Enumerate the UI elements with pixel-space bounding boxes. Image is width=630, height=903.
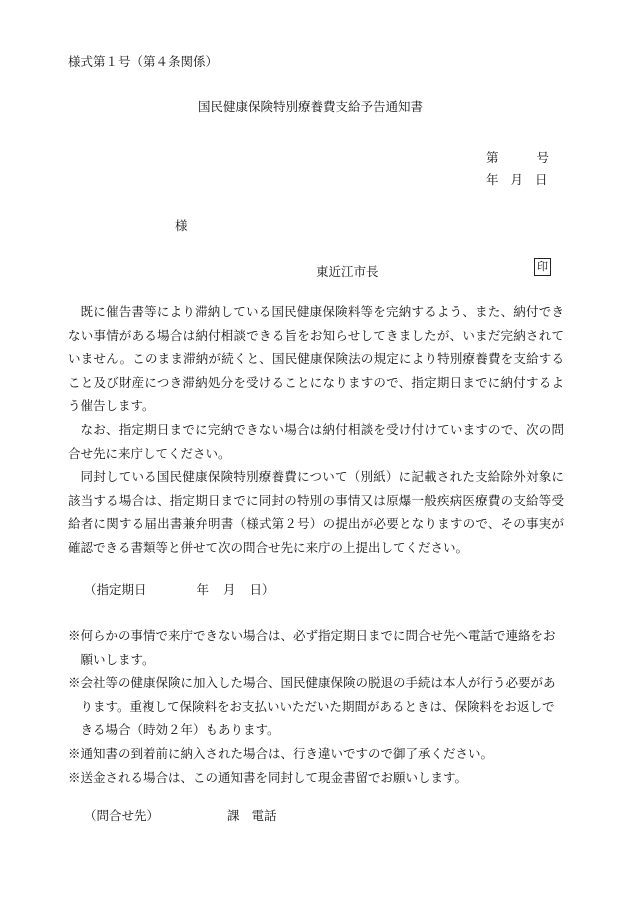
deadline-year: 年 [196,582,210,597]
number-label-suffix: 号 [536,150,550,165]
body-paragraph: 同封している国民健康保険特別療養費について（別紙）に記載された支給除外対象に該当する場合は、指定期日までに同封の特別の事情又は原爆一般疾病医療費の支給等受給者に関する届出書兼弁明書（様式第２号）の提出が必要となりますので、その事実が確認できる書類等と併せて次の問合せ先に来庁の上提出してください。 [68,469,564,555]
note-item: ※通知書の到着前に納入された場合は、行き違いですので御了承ください。 [68,745,494,761]
notice-body [68,300,564,560]
document-number [486,148,549,166]
document-title: 国民健康保険特別療養費支給予告通知書 [198,99,424,114]
note-item: ※送金される場合は、この通知書を同封して現金書留でお願いします。 [68,769,468,785]
contact-phone: 電話 [251,808,277,823]
number-label-prefix: 第 [486,150,499,165]
date-year: 年 [486,172,499,187]
form-number: 様式第１号（第４条関係） [68,54,219,69]
contact-line [84,806,277,824]
deadline-month: 月 [223,582,236,597]
body-paragraph: なお、指定期日までに完納できない場合は納付相談を受け付けていますので、次の問合せ先に来庁してください。 [68,421,564,461]
deadline-day: 日） [249,582,275,597]
addressee-honorific: 様 [175,218,188,233]
deadline-line [84,580,275,598]
issue-date [486,170,548,188]
date-day: 日 [535,172,548,187]
note-item: ※会社等の健康保険に加入した場合、国民健康保険の脱退の手続は本人が行う必要があります。重複して保険料をお支払いいただいた期間があるときは、保険料をお返しできる場合（時効２年）もあります。 [68,675,556,738]
deadline-label: （指定期日 [84,582,147,597]
body-paragraph: 既に催告書等により滞納している国民健康保険料等を完納するよう、また、納付できない事情がある場合は納付相談できる旨をお知らせしてきましたが、いまだ完納されていません。このまま滞納が続くと、国民健康保険法の規定により特別療養費を支給すること及び財産につき滞納処分を受けることになりますので、指定期日までに納付するよう催告します。 [68,304,564,414]
note-item: ※何らかの事情で来庁できない場合は、必ず指定期日までに問合せ先へ電話で連絡をお願いします。 [68,628,556,667]
contact-label: （問合せ先） [84,808,160,823]
sender-name: 東近江市長 [316,264,379,279]
contact-section: 課 [227,808,240,823]
date-month: 月 [510,172,524,187]
seal-mark: 印 [534,258,551,276]
notes-list [68,624,562,789]
